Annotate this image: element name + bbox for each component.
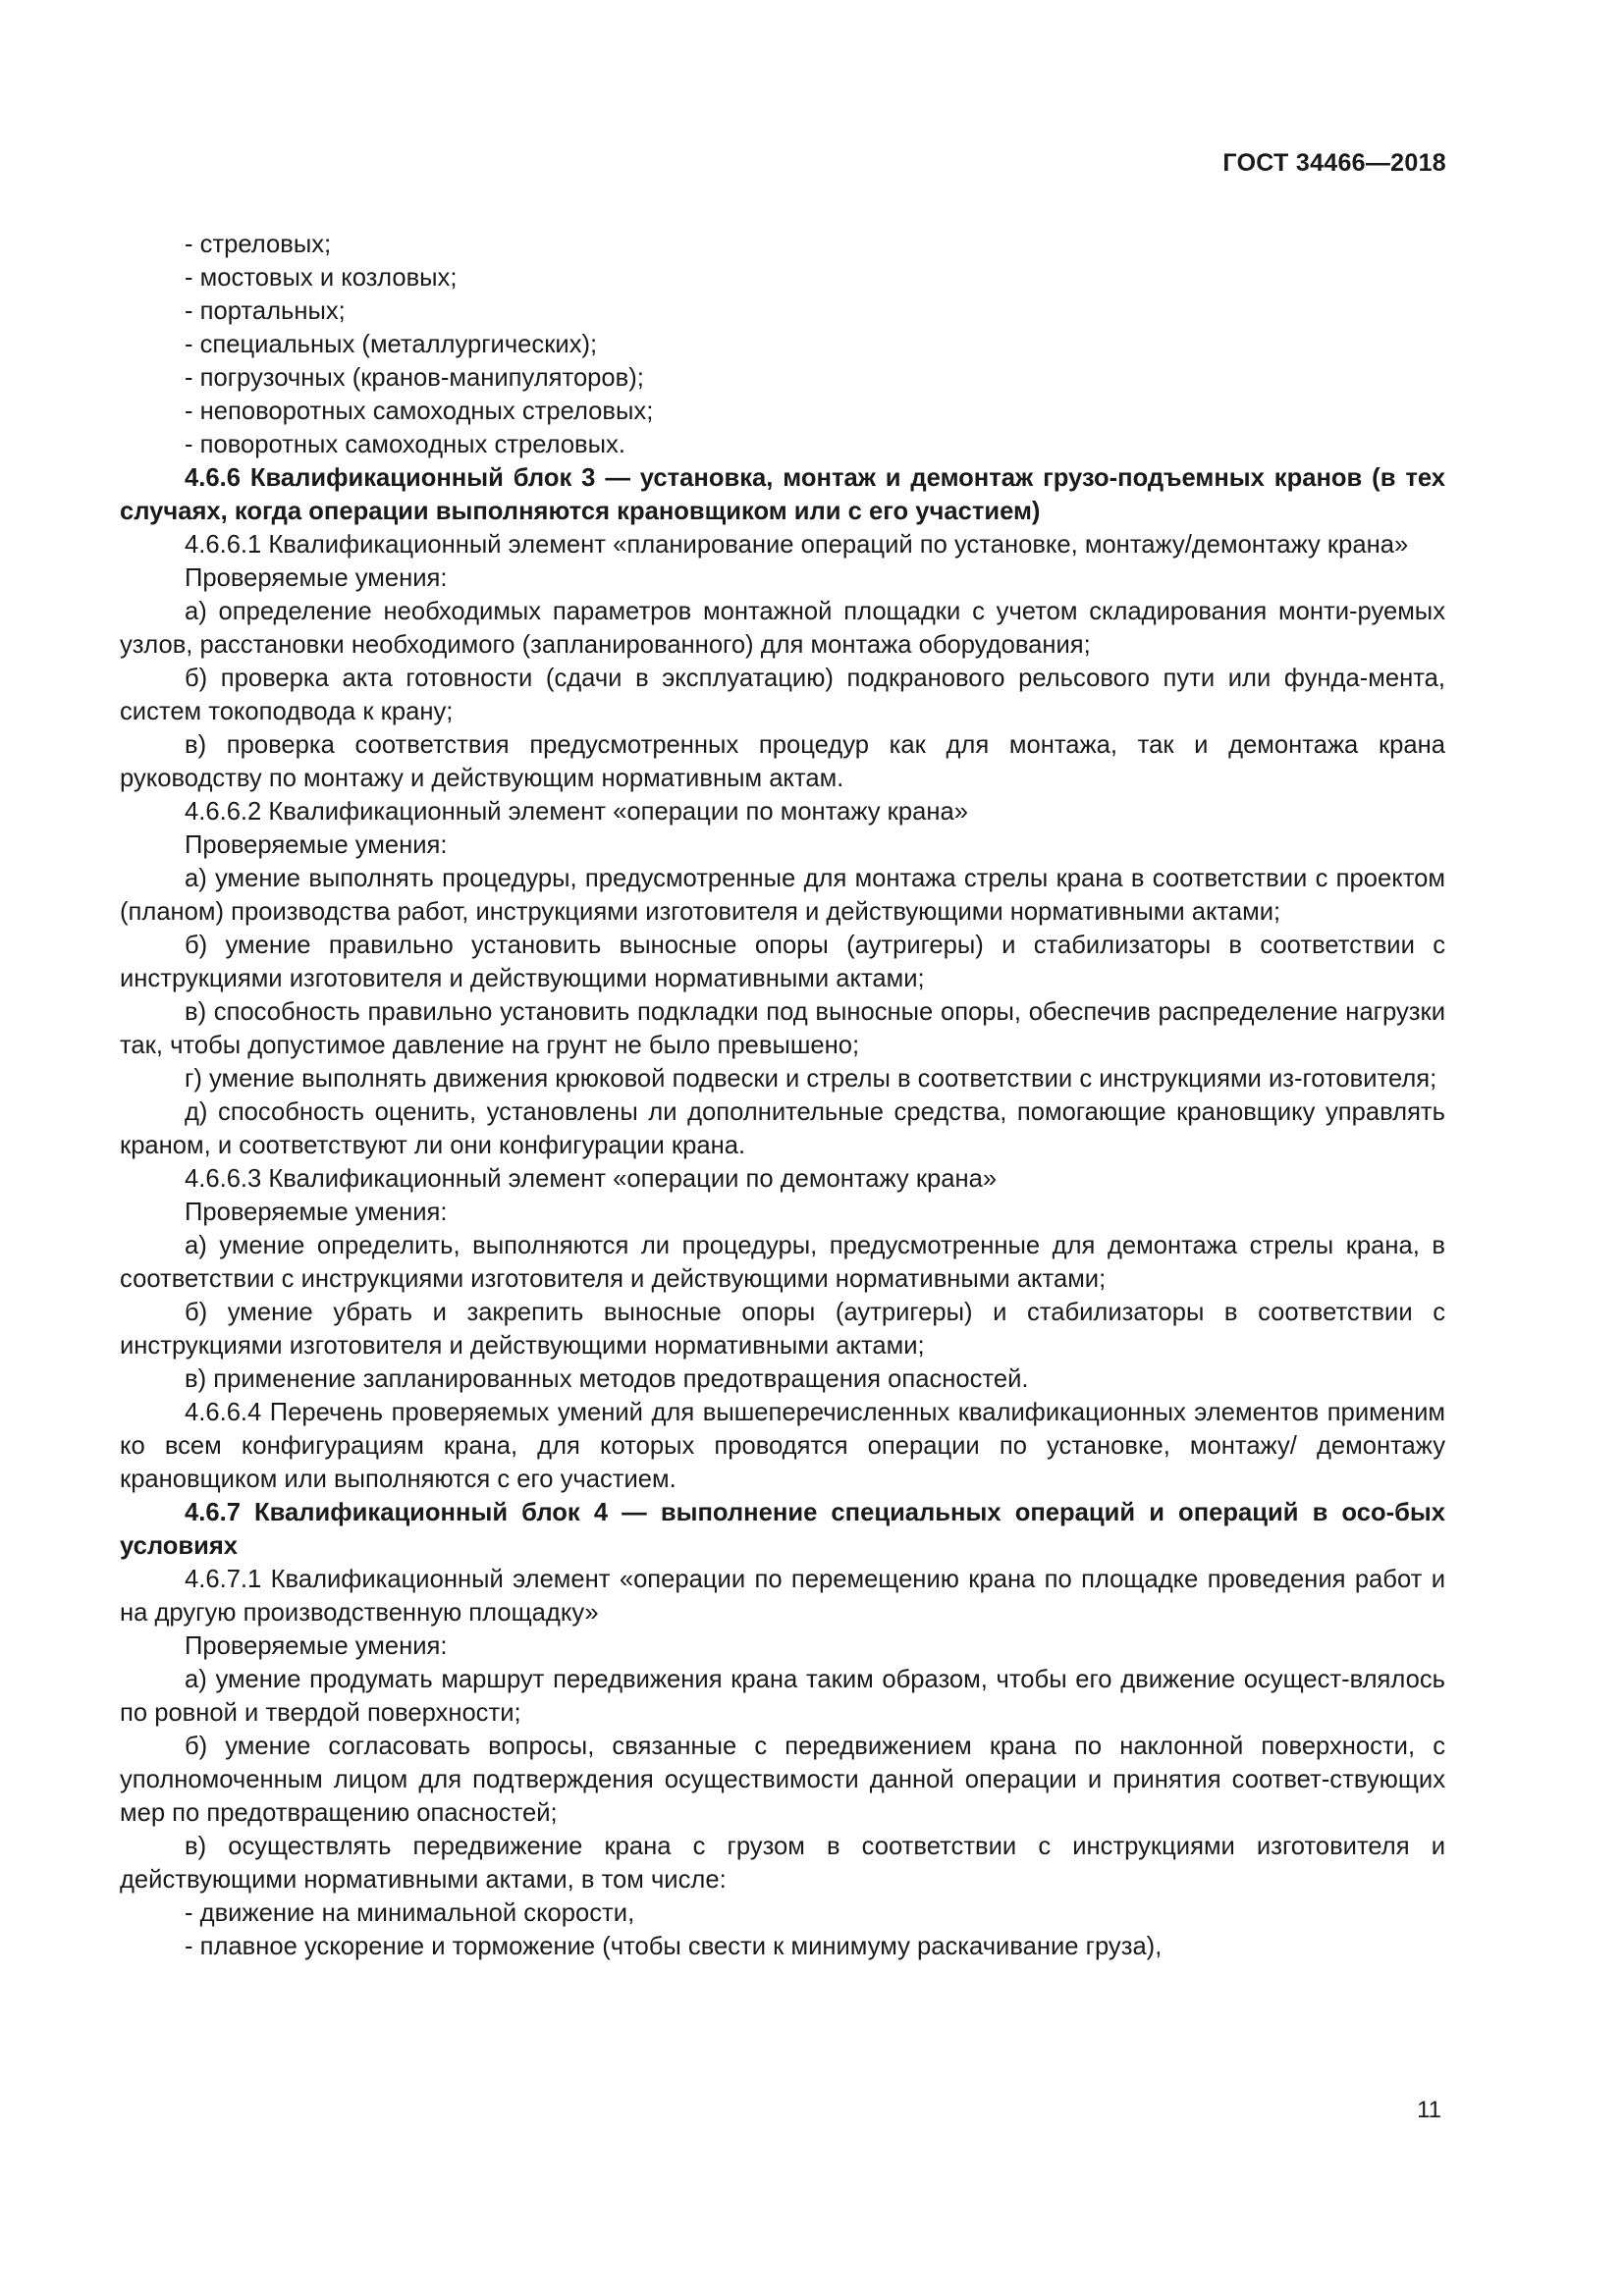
paragraph: б) проверка акта готовности (сдачи в эксплуатацию) подкранового рельсового пути или фунда-мента, систем токоподвода к крану; [120, 665, 1445, 725]
paragraph: б) умение убрать и закрепить выносные опоры (аутригеры) и стабилизаторы в соответствии с инструкциями изготовителя и действующими нормативными актами; [120, 1299, 1445, 1360]
section-heading: 4.6.7 Квалификационный блок 4 — выполнение специальных операций и операций в осо-бых условиях [120, 1499, 1445, 1560]
list-item: - движение на минимальной скорости, [185, 1899, 635, 1927]
paragraph: в) проверка соответствия предусмотренных процедур как для монтажа, так и демонтажа крана руководству по монтажу и действующим нормативным актам. [120, 731, 1445, 792]
paragraph: д) способность оценить, установлены ли дополнительные средства, помогающие крановщику управлять краном, и соответствуют ли они конфигурации крана. [120, 1098, 1445, 1159]
paragraph: а) умение определить, выполняются ли процедуры, предусмотренные для демонтажа стрелы крана, в соответствии с инструкциями изготовителя и действующими нормативными актами; [120, 1232, 1445, 1293]
list-item: - погрузочных (кранов-манипуляторов); [185, 364, 644, 392]
paragraph: в) применение запланированных методов предотвращения опасностей. [185, 1365, 1029, 1393]
section-heading: 4.6.6 Квалификационный блок 3 — установка, монтаж и демонтаж грузо-подъемных кранов (в тех случаях, когда операции выполняются крановщиком или с его участием) [120, 464, 1445, 525]
paragraph: Проверяемые умения: [185, 564, 448, 592]
paragraph: в) способность правильно установить подкладки под выносные опоры, обеспечив распределение нагрузки так, чтобы допустимое давление на грунт не было превышено; [120, 998, 1445, 1059]
list-item: - поворотных самоходных стреловых. [185, 431, 625, 458]
paragraph: 4.6.7.1 Квалификационный элемент «операции по перемещению крана по площадке проведения работ и на другую производственную площадку» [120, 1566, 1445, 1627]
list-item: - стреловых; [185, 231, 332, 258]
standard-designation: ГОСТ 34466—2018 [1222, 149, 1446, 177]
paragraph: Проверяемые умения: [185, 1199, 448, 1226]
paragraph: 4.6.6.2 Квалификационный элемент «операции по монтажу крана» [185, 798, 968, 826]
list-item: - плавное ускорение и торможение (чтобы свести к минимуму раскачивание груза), [185, 1933, 1163, 1960]
list-item: - неповоротных самоходных стреловых; [185, 398, 654, 425]
list-item: - портальных; [185, 297, 346, 325]
page-number: 11 [1417, 2097, 1441, 2123]
paragraph: б) умение согласовать вопросы, связанные с передвижением крана по наклонной поверхности, с уполномоченным лицом для подтверждения осуществимости данной операции и принятия соответ-ствующих мер по предотвращению опасностей; [120, 1733, 1445, 1827]
paragraph: а) определение необходимых параметров монтажной площадки с учетом складирования монти-руемых узлов, расстановки необходимого (запланированного) для монтажа оборудования; [120, 598, 1445, 659]
paragraph: 4.6.6.1 Квалификационный элемент «планирование операций по установке, монтажу/демонтажу крана» [185, 531, 1409, 559]
paragraph: Проверяемые умения: [185, 831, 448, 859]
paragraph: в) осуществлять передвижение крана с грузом в соответствии с инструкциями изготовителя и действующими нормативными актами, в том числе: [120, 1833, 1445, 1894]
paragraph: б) умение правильно установить выносные опоры (аутригеры) и стабилизаторы в соответствии с инструкциями изготовителя и действующими нормативными актами; [120, 932, 1445, 992]
document-body [120, 228, 1445, 1963]
paragraph: а) умение продумать маршрут передвижения крана таким образом, чтобы его движение осущест-влялось по ровной и твердой поверхности; [120, 1666, 1445, 1727]
paragraph: г) умение выполнять движения крюковой подвески и стрелы в соответствии с инструкциями из-готовителя; [185, 1065, 1437, 1093]
list-item: - мостовых и козловых; [185, 264, 458, 292]
paragraph: 4.6.6.4 Перечень проверяемых умений для вышеперечисленных квалификационных элементов применим ко всем конфигурациям крана, для которых проводятся операции по установке, монтажу/ демонтажу крановщиком или выполняются с его участием. [120, 1399, 1445, 1493]
paragraph: 4.6.6.3 Квалификационный элемент «операции по демонтажу крана» [185, 1165, 998, 1193]
paragraph: а) умение выполнять процедуры, предусмотренные для монтажа стрелы крана в соответствии с проектом (планом) производства работ, инструкциями изготовителя и действующими нормативными актами; [120, 865, 1445, 926]
paragraph: Проверяемые умения: [185, 1632, 448, 1660]
list-item: - специальных (металлургических); [185, 331, 598, 358]
